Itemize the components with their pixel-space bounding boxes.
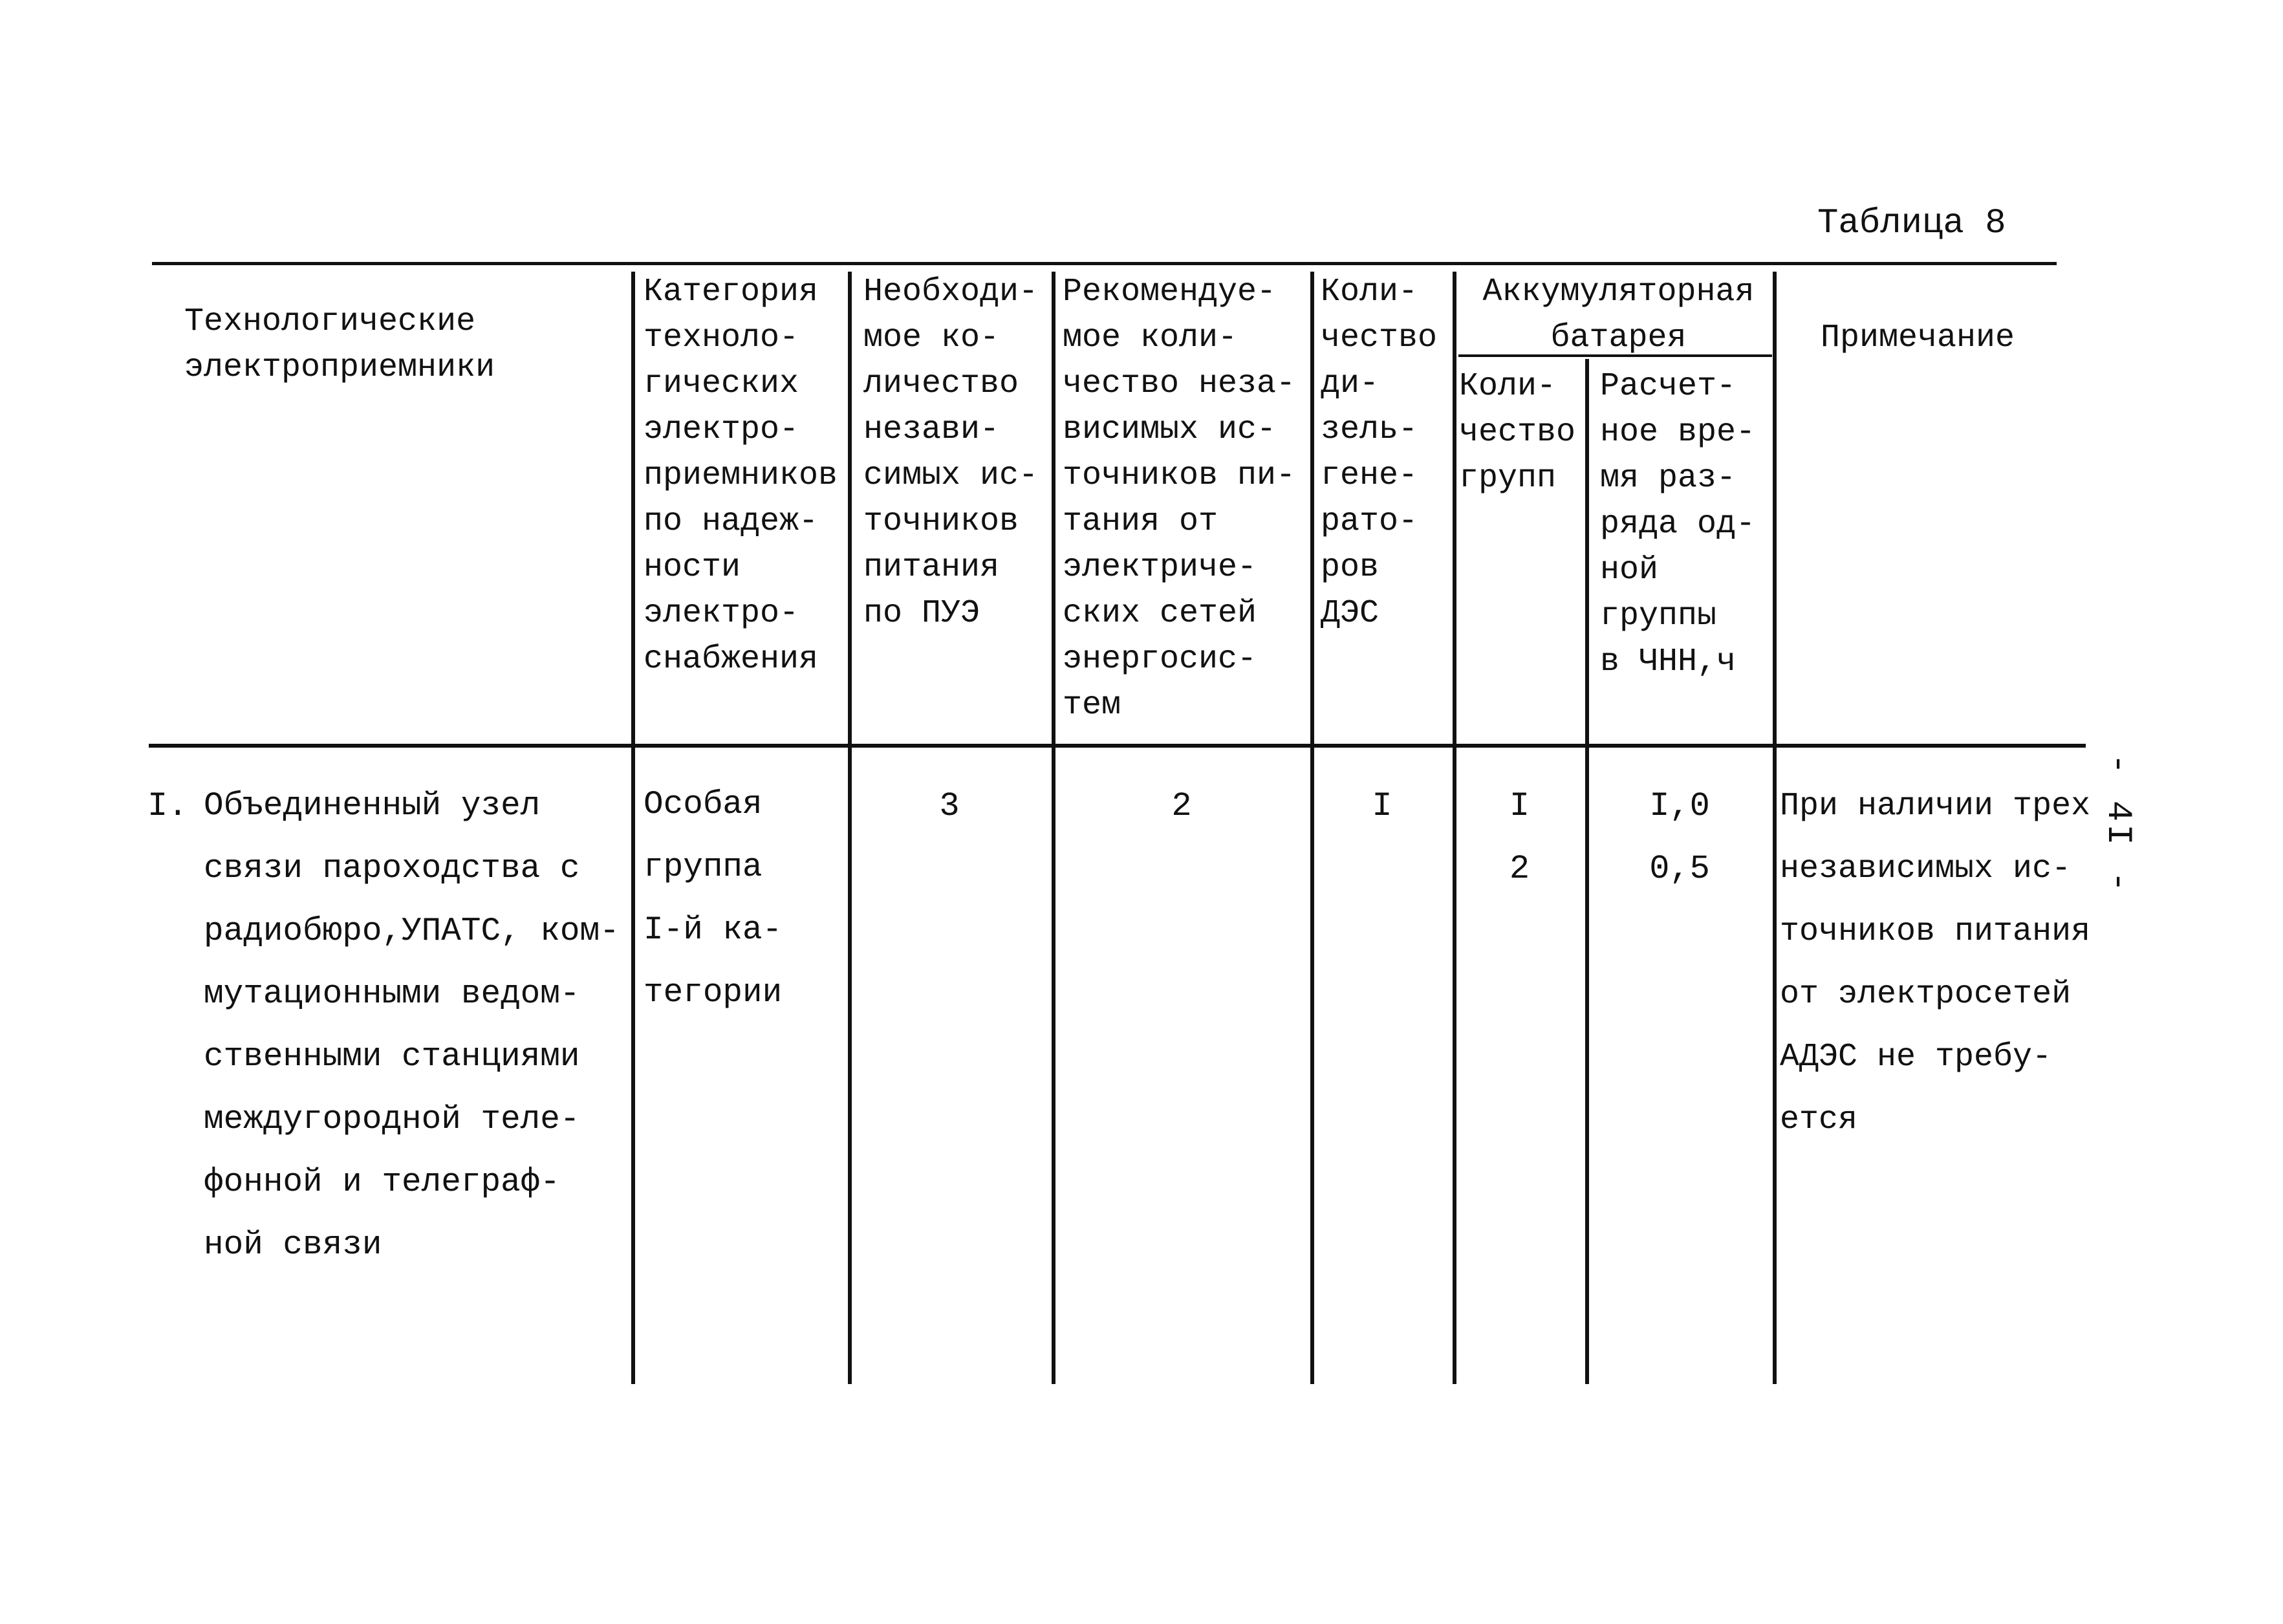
header-recommended-sources: Рекомендуе- мое коли- чество неза- висимых ис- точников пи- тания от электриче- ских сетей энергосис- тем xyxy=(1063,274,1296,724)
page-number: - 4I - xyxy=(2098,753,2137,895)
row-battery-groups: I 2 xyxy=(1509,787,1530,888)
row-recommended-sources: 2 xyxy=(1171,787,1192,825)
row-electroreceiver-name: Объединенный узел связи пароходства с радиобюро,УПАТС, ком- мутационными ведом- ственными станциями междугородной теле- фонной и телеграф- ной связи xyxy=(204,788,620,1264)
header-diesel-generators: Коли- чество ди- зель- гене- рато- ров ДЭС xyxy=(1321,274,1438,632)
table-top-rule xyxy=(152,262,2057,265)
row-category: Особая группа I-й ка- тегории xyxy=(644,786,783,1012)
row-note: При наличии трех независимых ис- точников питания от электросетей АДЭС не требу- ется xyxy=(1780,788,2091,1138)
column-divider xyxy=(848,272,852,1384)
header-note: Примечание xyxy=(1821,319,2015,356)
row-required-sources: 3 xyxy=(939,787,960,825)
row-discharge-time: I,0 0,5 xyxy=(1649,787,1710,888)
header-bottom-rule xyxy=(149,744,2086,748)
header-discharge-time: Расчет- ное вре- мя раз- ряда од- ной группы в ЧНН,ч xyxy=(1600,368,1756,680)
header-category: Категория техноло- гических электро- приемников по надеж- ности электро- снабжения xyxy=(644,274,838,678)
header-battery-group: Аккумуляторная батарея xyxy=(1482,274,1755,356)
header-electroreceivers: Технологические электроприемники xyxy=(184,303,495,386)
row-number: I. xyxy=(147,787,188,825)
column-divider xyxy=(1773,272,1777,1384)
column-divider xyxy=(631,272,635,1384)
header-required-sources: Необходи- мое ко- личество незави- симых ис- точников питания по ПУЭ xyxy=(863,274,1039,632)
header-battery-groups: Коли- чество групп xyxy=(1459,368,1576,497)
table-caption: Таблица 8 xyxy=(1817,204,2006,243)
row-diesel-generators: I xyxy=(1372,787,1392,825)
